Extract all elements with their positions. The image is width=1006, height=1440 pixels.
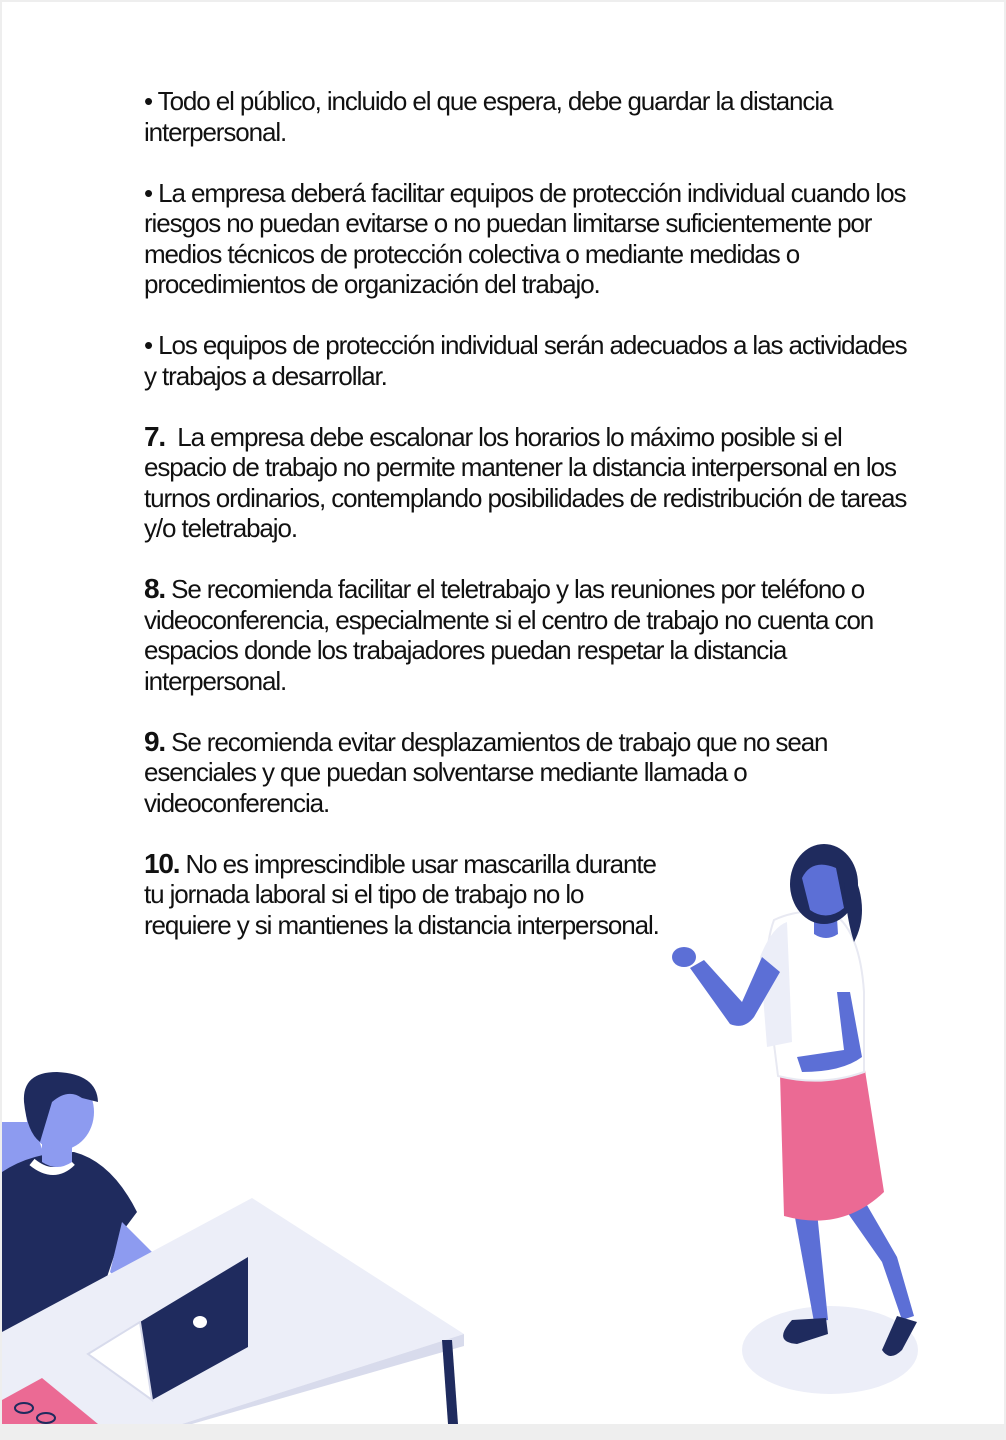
document-page <box>2 2 1004 1424</box>
item-number: 7. <box>144 420 165 452</box>
item-number: 10. <box>144 847 180 879</box>
item-text: La empresa debe escalonar los horarios lo máximo posible si el espacio de trabajo no permite mantener la distancia interpersonal en los turnos ordinarios, contemplando posibilidades de redistribución de tareas y/o teletrabajo. <box>144 421 907 543</box>
bullet-marker: • <box>144 86 153 116</box>
item-number: 8. <box>144 573 165 604</box>
bullet-marker: • <box>144 177 153 208</box>
item-text: No es imprescindible usar mascarilla durante tu jornada laboral si el tipo de trabajo no lo requiere y si mantienes la distancia interpersonal. <box>144 848 659 940</box>
man-at-laptop-illustration <box>2 2 1004 1424</box>
item-text: Se recomienda evitar desplazamientos de trabajo que no sean esenciales y que puedan solventarse mediante llamada o videoconferencia. <box>144 726 828 818</box>
bullet-text: La empresa deberá facilitar equipos de protección individual cuando los riesgos no puedan evitarse o no puedan limitarse suficientemente por medios técnicos de protección colectiva o mediante medidas o procedimientos de organización del trabajo. <box>144 177 906 299</box>
bullet-marker: • <box>144 330 153 360</box>
bullet-text: Todo el público, incluido el que espera, debe guardar la distancia interpersonal. <box>144 86 833 147</box>
bullet-text: Los equipos de protección individual serán adecuados a las actividades y trabajos a desarrollar. <box>144 330 907 391</box>
item-text: Se recomienda facilitar el teletrabajo y las reuniones por teléfono o videoconferencia, especialmente si el centro de trabajo no cuenta con espacios donde los trabajadores puedan respetar la distancia interpersonal. <box>144 574 874 696</box>
item-number: 9. <box>144 725 165 757</box>
